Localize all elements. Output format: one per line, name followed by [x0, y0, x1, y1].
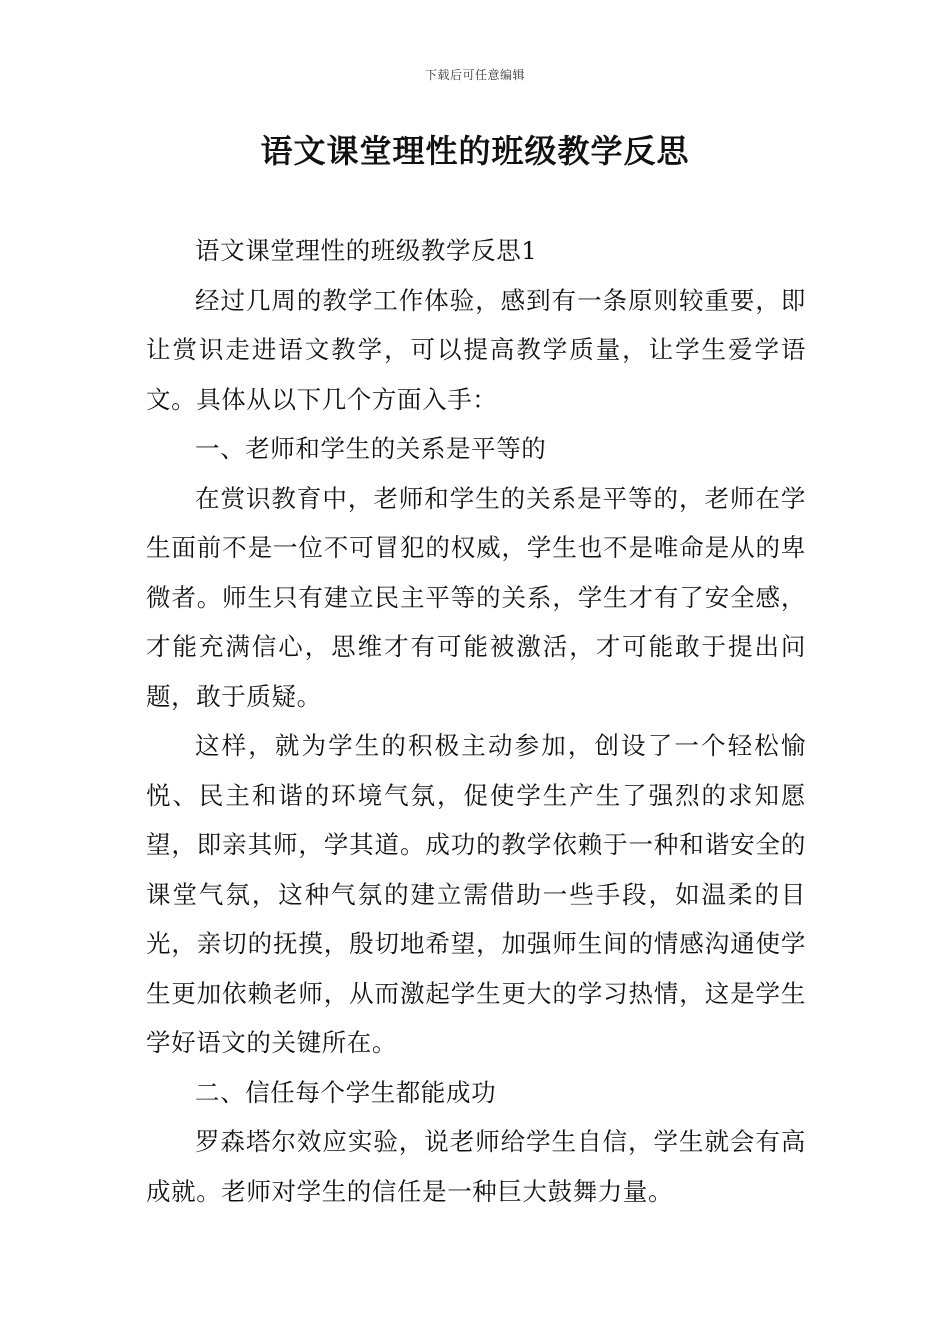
paragraph: 罗森塔尔效应实验，说老师给学生自信，学生就会有高成就。老师对学生的信任是一种巨大鼓舞力量。 [146, 1127, 806, 1206]
section-heading: 二、信任每个学生都能成功 [195, 1077, 497, 1107]
section-heading: 一、老师和学生的关系是平等的 [195, 434, 547, 463]
paragraph: 在赏识教育中，老师和学生的关系是平等的，老师在学生面前不是一位不可冒犯的权威，学生也不是唯命是从的卑微者。师生只有建立民主平等的关系，学生才有了安全感，才能充满信心，思维才有可能被激活，才可能敢于提出问题，敢于质疑。 [146, 483, 806, 711]
paragraph: 这样，就为学生的积极主动参加，创设了一个轻松愉悦、民主和谐的环境气氛，促使学生产生了强烈的求知愿望，即亲其师，学其道。成功的教学依赖于一种和谐安全的课堂气氛，这种气氛的建立需借助一些手段，如温柔的目光，亲切的抚摸，殷切地希望，加强师生间的情感沟通使学生更加依赖老师，从而激起学生更大的学习热情，这是学生学好语文的关键所在。 [146, 731, 806, 1057]
document-title: 语文课堂理性的班级教学反思 [260, 132, 690, 170]
document-body [146, 226, 806, 1216]
paragraph: 经过几周的教学工作体验，感到有一条原则较重要，即让赏识走进语文教学，可以提高教学质量，让学生爱学语文。具体从以下几个方面入手： [146, 285, 806, 414]
header-note: 下载后可任意编辑 [424, 68, 525, 82]
paragraph-subtitle: 语文课堂理性的班级教学反思1 [195, 236, 538, 265]
